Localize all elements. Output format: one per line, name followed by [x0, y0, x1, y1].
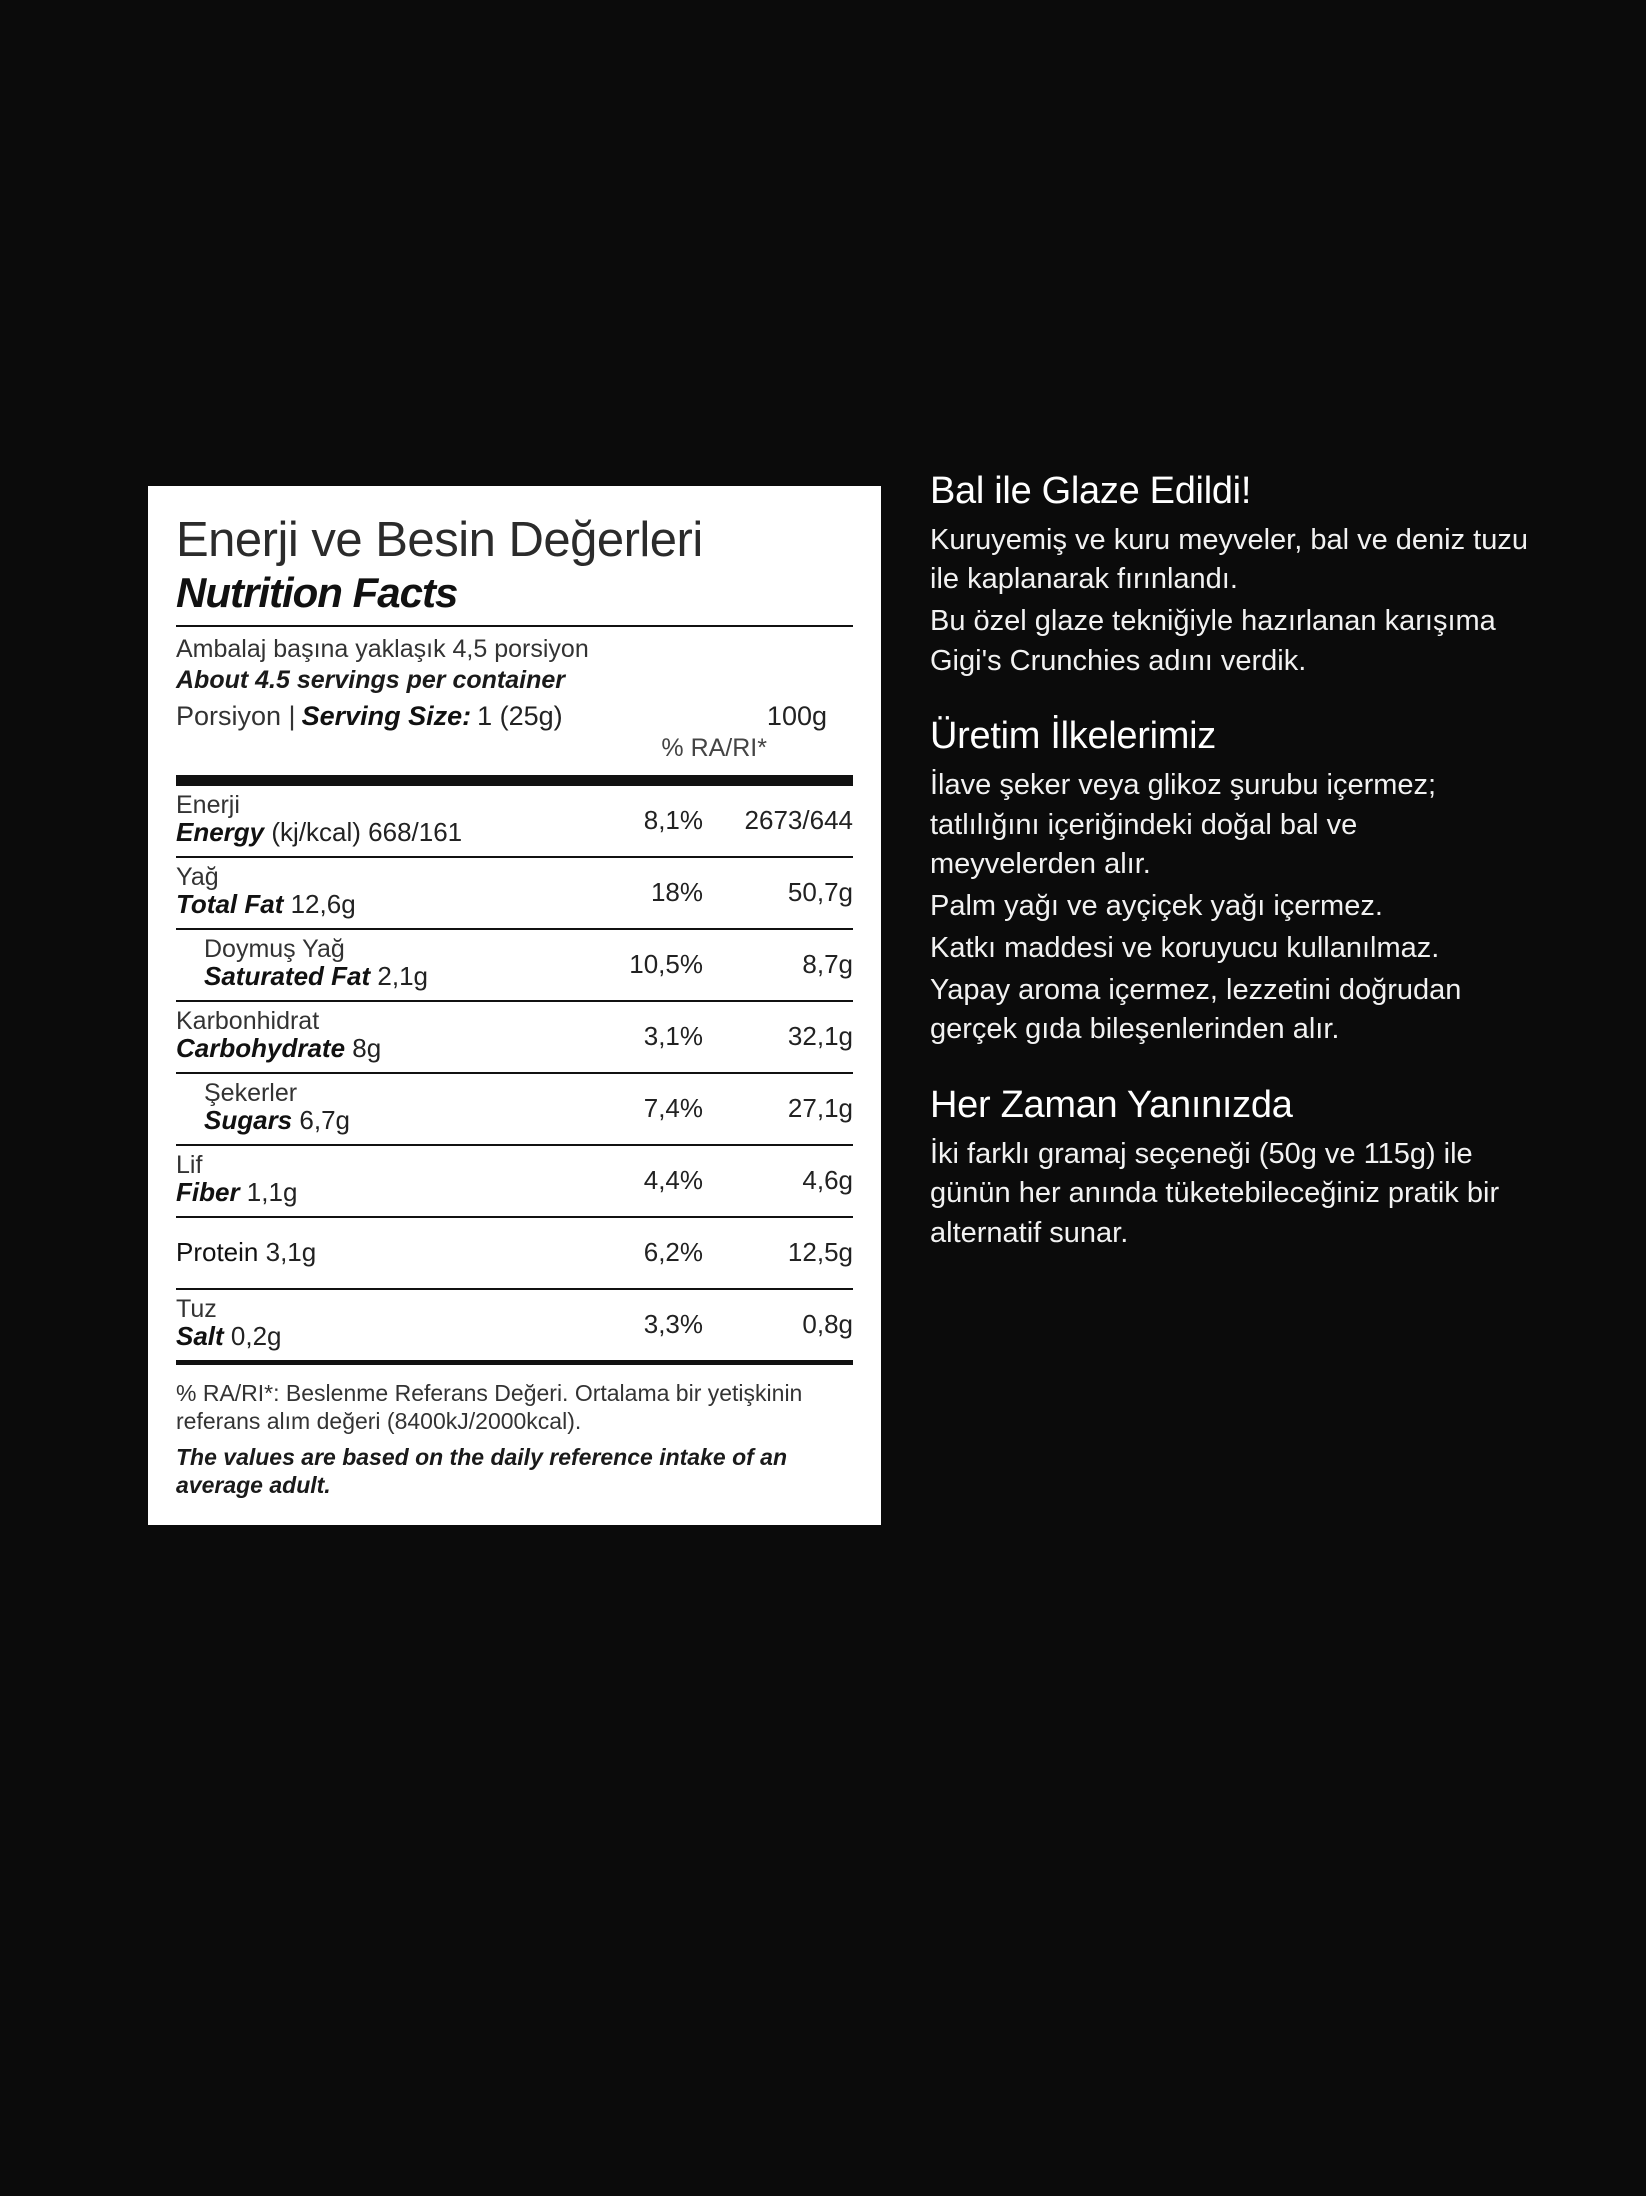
nutrient-name-tr: Doymuş Yağ	[204, 935, 345, 964]
info-paragraph: Bu özel glaze tekniğiyle hazırlanan karışıma Gigi's Crunchies adını verdik.	[930, 604, 1496, 677]
nutrient-per-100g: 2673/644	[744, 805, 853, 836]
nutrient-per-100g: 0,8g	[802, 1309, 853, 1340]
divider-before-footnote	[176, 1362, 853, 1365]
serving-size-label-tr: Porsiyon |	[176, 700, 296, 731]
nutrient-name-tr: Lif	[176, 1151, 203, 1180]
nutrient-name-en: Total Fat	[176, 889, 284, 920]
info-paragraph: Kuruyemiş ve kuru meyveler, bal ve deniz tuzu ile kaplanarak fırınlandı.	[930, 523, 1528, 596]
info-block	[930, 715, 1530, 1050]
nutrient-per-100g: 8,7g	[802, 949, 853, 980]
info-block	[930, 470, 1530, 681]
nutrient-name-cell	[176, 1009, 553, 1064]
nutrient-name-en: Saturated Fat	[204, 961, 371, 992]
nutrient-name-en: Energy	[176, 817, 265, 848]
nutrient-name-en-line	[204, 962, 553, 992]
nutrient-amount: 8g	[345, 1033, 382, 1064]
serving-size-row	[176, 701, 853, 732]
nutrition-row	[176, 930, 853, 1000]
nutrition-row	[176, 786, 853, 856]
nutrition-rows	[176, 786, 853, 1362]
nutrient-name-en-line	[204, 1106, 553, 1136]
nutrient-percent-ri: 3,3%	[643, 1309, 703, 1340]
nutrient-per-100g: 50,7g	[787, 877, 853, 908]
info-heading: Bal ile Glaze Edildi!	[930, 470, 1252, 512]
info-paragraph: Yapay aroma içermez, lezzetini doğrudan gerçek gıda bileşenlerinden alır.	[930, 973, 1462, 1046]
nutrition-row	[176, 1002, 853, 1072]
nutrient-name-en-line	[176, 1322, 553, 1352]
divider-top	[176, 625, 853, 627]
nutrient-name-cell	[176, 1081, 553, 1136]
nutrition-row	[176, 1146, 853, 1216]
nutrient-name-cell	[176, 1238, 553, 1268]
nutrient-name-en: Protein	[176, 1236, 259, 1267]
nutrient-name-tr: Yağ	[176, 863, 219, 892]
nutrient-name-tr: Karbonhidrat	[176, 1007, 320, 1036]
nutrient-name-en-line	[176, 1034, 553, 1064]
nutrient-name-tr: Şekerler	[204, 1079, 298, 1108]
nutrient-percent-ri: 10,5%	[629, 949, 703, 980]
nutrient-amount: (kj/kcal) 668/161	[264, 817, 463, 848]
nutrient-per-100g: 27,1g	[787, 1093, 853, 1124]
nutrient-name-tr: Tuz	[176, 1295, 217, 1324]
divider-thick	[176, 775, 853, 786]
nutrient-percent-ri: 3,1%	[643, 1021, 703, 1052]
footnote-tr: % RA/RI*: Beslenme Referans Değeri. Ortalama bir yetişkinin referans alım değeri (8400kJ/2000kcal).	[176, 1379, 803, 1434]
info-heading: Üretim İlkelerimiz	[930, 715, 1216, 758]
nutrition-title-tr: Enerji ve Besin Değerleri	[176, 513, 703, 567]
serving-size-value: 1 (25g)	[477, 700, 563, 731]
servings-per-container-en: About 4.5 servings per container	[176, 665, 565, 694]
column-header-100g: 100g	[766, 700, 827, 731]
nutrient-name-en: Sugars	[204, 1105, 293, 1136]
servings-per-container-tr: Ambalaj başına yaklaşık 4,5 porsiyon	[176, 635, 589, 664]
nutrient-percent-ri: 18%	[650, 877, 703, 908]
info-paragraph: İki farklı gramaj seçeneği (50g ve 115g) ile günün her anında tüketebileceğiniz pratik bir alternatif sunar.	[930, 1137, 1500, 1249]
nutrient-name-tr: Enerji	[176, 791, 240, 820]
nutrient-percent-ri: 4,4%	[643, 1165, 703, 1196]
nutrient-amount: 0,2g	[223, 1321, 282, 1352]
serving-size-label-en: Serving Size:	[301, 700, 472, 731]
nutrient-name-en-line	[176, 1238, 553, 1268]
nutrition-row	[176, 1218, 853, 1288]
nutrient-name-en: Salt	[176, 1321, 224, 1352]
nutrient-amount: 12,6g	[283, 889, 356, 920]
info-column	[930, 470, 1530, 1288]
nutrient-percent-ri: 6,2%	[643, 1237, 703, 1268]
nutrient-percent-ri: 7,4%	[643, 1093, 703, 1124]
nutrient-amount: 1,1g	[239, 1177, 298, 1208]
column-header-ra-ri: % RA/RI*	[661, 733, 767, 762]
nutrition-row	[176, 1074, 853, 1144]
nutrient-name-en-line	[176, 1178, 553, 1208]
nutrient-name-cell	[176, 937, 553, 992]
nutrition-row	[176, 1290, 853, 1360]
info-heading: Her Zaman Yanınızda	[930, 1084, 1293, 1126]
nutrient-name-en-line	[176, 890, 553, 920]
nutrient-amount: 3,1g	[258, 1236, 317, 1267]
nutrient-name-cell	[176, 1153, 553, 1208]
nutrient-per-100g: 4,6g	[802, 1165, 853, 1196]
nutrient-per-100g: 12,5g	[787, 1237, 853, 1268]
info-paragraph: Katkı maddesi ve koruyucu kullanılmaz.	[930, 931, 1440, 964]
nutrition-row	[176, 858, 853, 928]
info-paragraph: Palm yağı ve ayçiçek yağı içermez.	[930, 890, 1383, 923]
nutrient-amount: 2,1g	[370, 961, 428, 992]
nutrient-amount: 6,7g	[292, 1105, 350, 1136]
nutrient-percent-ri: 8,1%	[643, 805, 703, 836]
nutrient-name-en: Fiber	[176, 1177, 240, 1208]
nutrient-name-en: Carbohydrate	[176, 1033, 346, 1064]
nutrient-name-cell	[176, 793, 553, 848]
footnote-en: The values are based on the daily reference intake of an average adult.	[176, 1443, 788, 1498]
info-block	[930, 1084, 1530, 1254]
nutrition-title-en: Nutrition Facts	[176, 569, 458, 617]
nutrient-name-cell	[176, 1297, 553, 1352]
nutrient-name-en-line	[176, 818, 553, 848]
nutrition-facts-panel	[148, 486, 881, 1525]
nutrient-per-100g: 32,1g	[787, 1021, 853, 1052]
nutrient-name-cell	[176, 865, 553, 920]
info-paragraph: İlave şeker veya glikoz şurubu içermez; tatlılığını içeriğindeki doğal bal ve meyvelerden alır.	[930, 768, 1437, 881]
